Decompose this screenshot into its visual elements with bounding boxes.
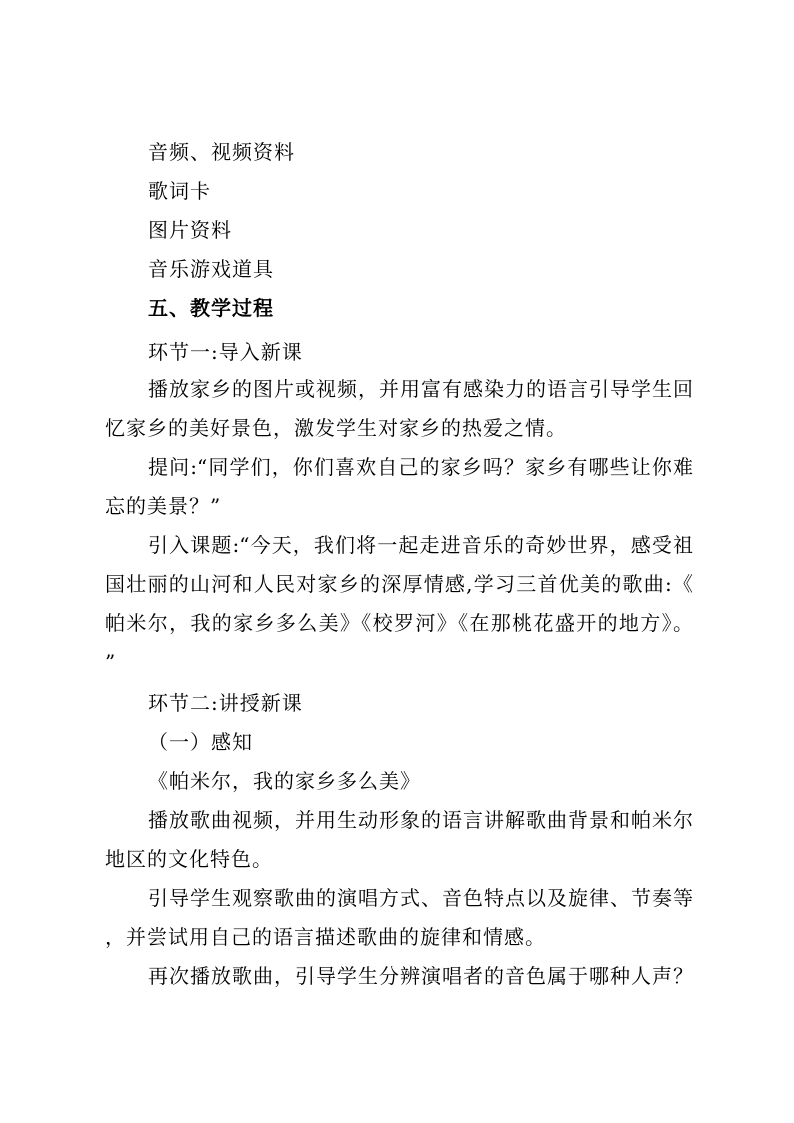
material-item: 音乐游戏道具 [148, 257, 274, 281]
step1-para3-line4: ” [105, 650, 117, 674]
step2-title: 环节二:讲授新课 [148, 691, 303, 715]
step1-title: 环节一:导入新课 [148, 340, 303, 364]
material-item: 歌词卡 [148, 179, 211, 203]
step1-para3-line3: 帕米尔，我的家乡多么美》《校罗河》《在那桃花盛开的地方》。 [105, 611, 693, 635]
step1-para2-line2: 忘的美景？” [105, 494, 222, 518]
step1-para1-line1: 播放家乡的图片或视频，并用富有感染力的语言引导学生回 [148, 377, 693, 401]
step2-para1-line1: 播放歌曲视频，并用生动形象的语言讲解歌曲背景和帕米尔 [148, 808, 693, 832]
song-title: 《帕米尔，我的家乡多么美》 [148, 769, 421, 793]
step1-para3-line1: 引入课题:“今天，我们将一起走进音乐的奇妙世界，感受祖 [148, 533, 693, 557]
step2-para1-line2: 地区的文化特色。 [105, 847, 273, 871]
step2-para3-line1: 再次播放歌曲，引导学生分辨演唱者的音色属于哪种人声？ [148, 964, 693, 988]
step1-para3-line2: 国壮丽的山河和人民对家乡的深厚情感,学习三首优美的歌曲:《 [105, 572, 693, 596]
step2-para2-line2: ，并尝试用自己的语言描述歌曲的旋律和情感。 [105, 925, 546, 949]
material-item: 图片资料 [148, 218, 232, 242]
step2-subheading: （一）感知 [148, 730, 253, 754]
material-item: 音频、视频资料 [148, 140, 295, 164]
step2-para2-line1: 引导学生观察歌曲的演唱方式、音色特点以及旋律、节奏等 [148, 886, 693, 910]
step1-para2-line1: 提问:“同学们，你们喜欢自己的家乡吗？家乡有哪些让你难 [148, 455, 693, 479]
step1-para1-line2: 忆家乡的美好景色，激发学生对家乡的热爱之情。 [105, 416, 567, 440]
section-title: 五、教学过程 [148, 296, 274, 320]
